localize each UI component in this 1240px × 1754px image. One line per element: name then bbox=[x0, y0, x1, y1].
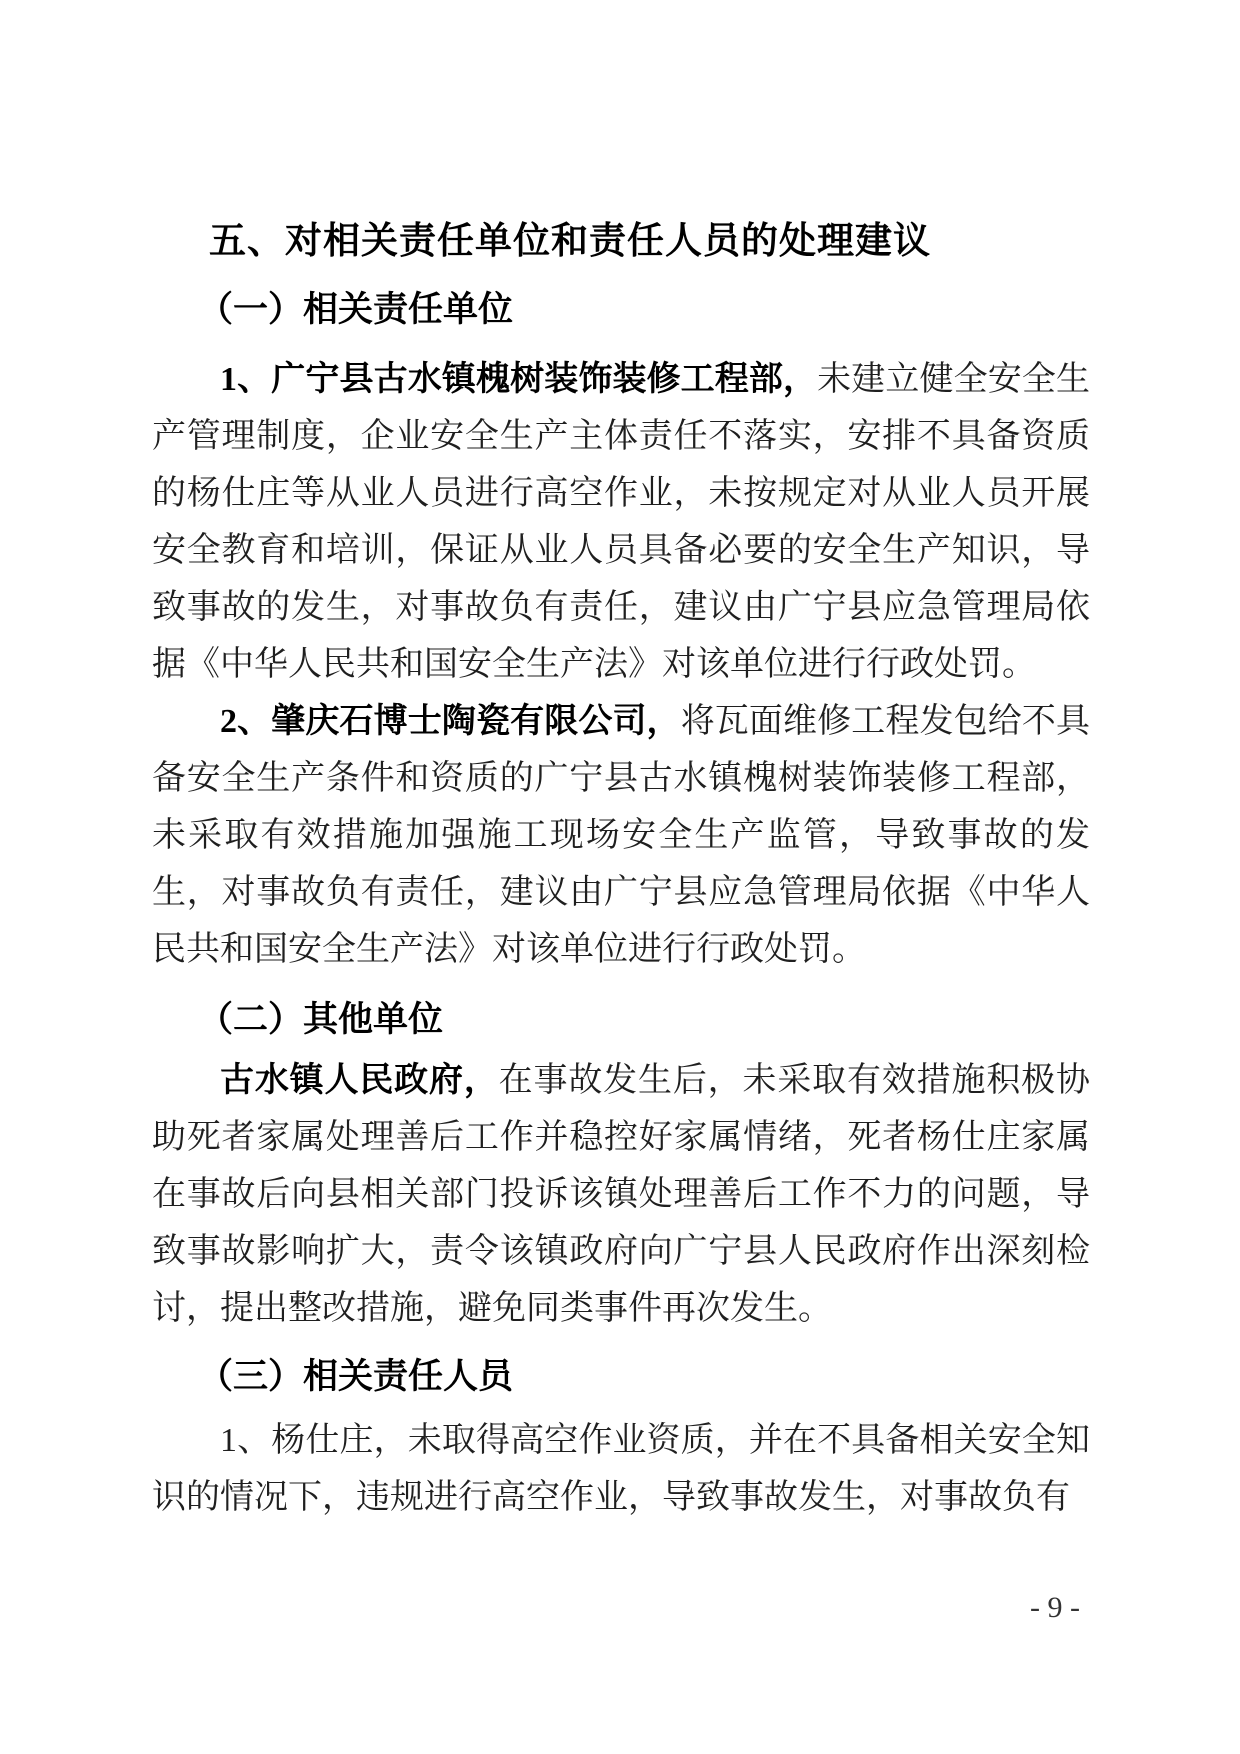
paragraph-responsible-unit-1 bbox=[152, 351, 1090, 693]
page-number: - 9 - bbox=[1030, 1591, 1080, 1624]
document-body bbox=[152, 216, 1090, 1526]
paragraph-other-unit bbox=[152, 1052, 1090, 1337]
paragraph-lead-other-unit: 古水镇人民政府， bbox=[220, 1062, 499, 1099]
section-heading: 五、对相关责任单位和责任人员的处理建议 bbox=[209, 220, 931, 261]
paragraph-text-unit-2: 将瓦面维修工程发包给不具备安全生产条件和资质的广宁县古水镇槐树装饰装修工程部，未采取有效措施加强施工现场安全生产监管，导致事故的发生，对事故负有责任，建议由广宁县应急管理局依据《中华人民共和国安全生产法》对该单位进行行政处罚。 bbox=[152, 703, 1091, 968]
paragraph-text-unit-1: 未建立健全安全生产管理制度，企业安全生产主体责任不落实，安排不具备资质的杨仕庄等从业人员进行高空作业，未按规定对从业人员开展安全教育和培训，保证从业人员具备必要的安全生产知识，导致事故的发生，对事故负有责任，建议由广宁县应急管理局依据《中华人民共和国安全生产法》对该单位进行行政处罚。 bbox=[152, 361, 1091, 683]
paragraph-responsible-unit-2 bbox=[152, 693, 1090, 978]
paragraph-responsible-person-1 bbox=[152, 1412, 1090, 1526]
paragraph-lead-unit-2: 2、肇庆石博士陶瓷有限公司， bbox=[220, 703, 681, 740]
paragraph-text-person-1: 1、杨仕庄，未取得高空作业资质，并在不具备相关安全知识的情况下，违规进行高空作业，导致事故发生，对事故负有 bbox=[152, 1422, 1090, 1516]
subsection-3-heading: （三）相关责任人员 bbox=[198, 1357, 514, 1396]
paragraph-lead-unit-1: 1、广宁县古水镇槐树装饰装修工程部， bbox=[220, 361, 818, 398]
paragraph-text-other-unit: 在事故发生后，未采取有效措施积极协助死者家属处理善后工作并稳控好家属情绪，死者杨仕庄家属在事故后向县相关部门投诉该镇处理善后工作不力的问题，导致事故影响扩大，责令该镇政府向广宁县人民政府作出深刻检讨，提出整改措施，避免同类事件再次发生。 bbox=[152, 1062, 1091, 1327]
subsection-2-heading: （二）其他单位 bbox=[198, 1000, 444, 1039]
subsection-1-heading: （一）相关责任单位 bbox=[198, 290, 514, 329]
